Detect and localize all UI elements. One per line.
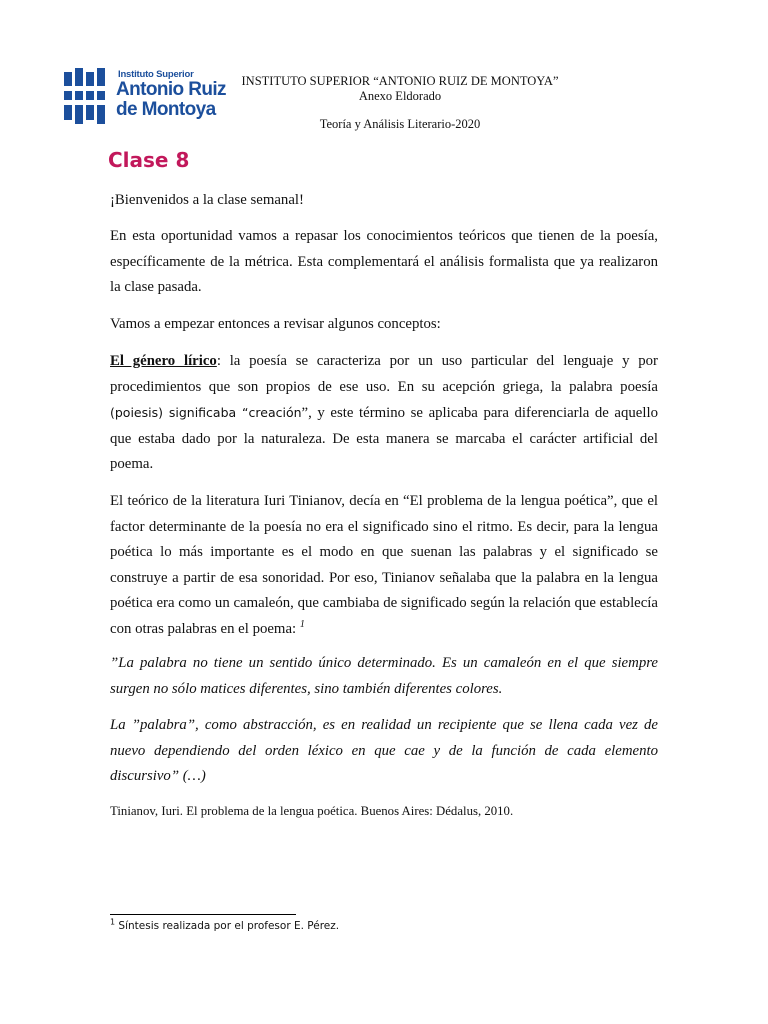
welcome-text: ¡Bienvenidos a la clase semanal! [110,192,304,208]
footnote-reference: 1 [299,618,305,630]
page-title: Clase 8 [108,148,190,172]
quote-paragraph-1: ”La palabra no tiene un sentido único determinado. Es un camaleón en el que siempre surgen no sólo matices diferentes, sino también diferentes colores. [110,655,658,697]
institution-name: INSTITUTO SUPERIOR “ANTONIO RUIZ DE MONTOYA” [241,74,559,88]
intro-paragraph: En esta oportunidad vamos a repasar los conocimientos teóricos que tienen de la poesía, específicamente de la métrica. Esta complementará el análisis formalista que ya realizaron la clase pasada. [110,228,658,295]
tinianov-text: El teórico de la literatura Iuri Tinianov, decía en “El problema de la lengua poética”, que el factor determinante de la poesía no era el significado sino el ritmo. Es decir, para la lengua poética lo más importante es el modo en que suenan las palabras y el significado se construye a partir de esa sonoridad. Por eso, Tinianov señalaba que la palabra en la lengua poética era como un camaleón, que cambiaba de significado según la relación que establecía con otras palabras en el poema: [110,493,658,637]
footnote [110,917,340,932]
logo-text-surname: de Montoya [116,99,216,120]
quote-paragraph-2: La ”palabra”, como abstracción, es en realidad un recipiente que se llena cada vez de nuevo dependiendo del orden léxico en que cae y de la función de cada elemento discursivo” (…) [110,717,658,784]
course-name: Teoría y Análisis Literario-2020 [319,117,481,131]
footnote-divider [110,914,296,915]
annex-name: Anexo Eldorado [358,89,442,103]
footnote-number: 1 [110,917,116,927]
concepts-intro: Vamos a empezar entonces a revisar algunos conceptos: [110,316,441,332]
lyric-genre-term: El género lírico [110,353,217,369]
logo-text-name: Antonio Ruiz [116,79,226,100]
lyric-text-b: ”, y este término se aplicaba para diferenciarla de aquello que estaba dado por la naturaleza. De esta manera se marcaba el carácter artificial del poema. [110,405,658,472]
lyric-genre-paragraph [110,349,658,478]
greek-etymology: (poiesis) significaba “creación [110,405,302,420]
footnote-text: Síntesis realizada por el profesor E. Pérez. [115,920,340,932]
lyric-text-a: : la poesía se caracteriza por un uso particular del lenguaje y por procedimientos que son propios de ese uso. En su acepción griega, la palabra poesía [110,353,658,395]
source-citation: Tinianov, Iuri. El problema de la lengua poética. Buenos Aires: Dédalus, 2010. [110,804,514,818]
logo-text-institute: Instituto Superior [118,69,194,80]
tinianov-paragraph [110,489,658,642]
